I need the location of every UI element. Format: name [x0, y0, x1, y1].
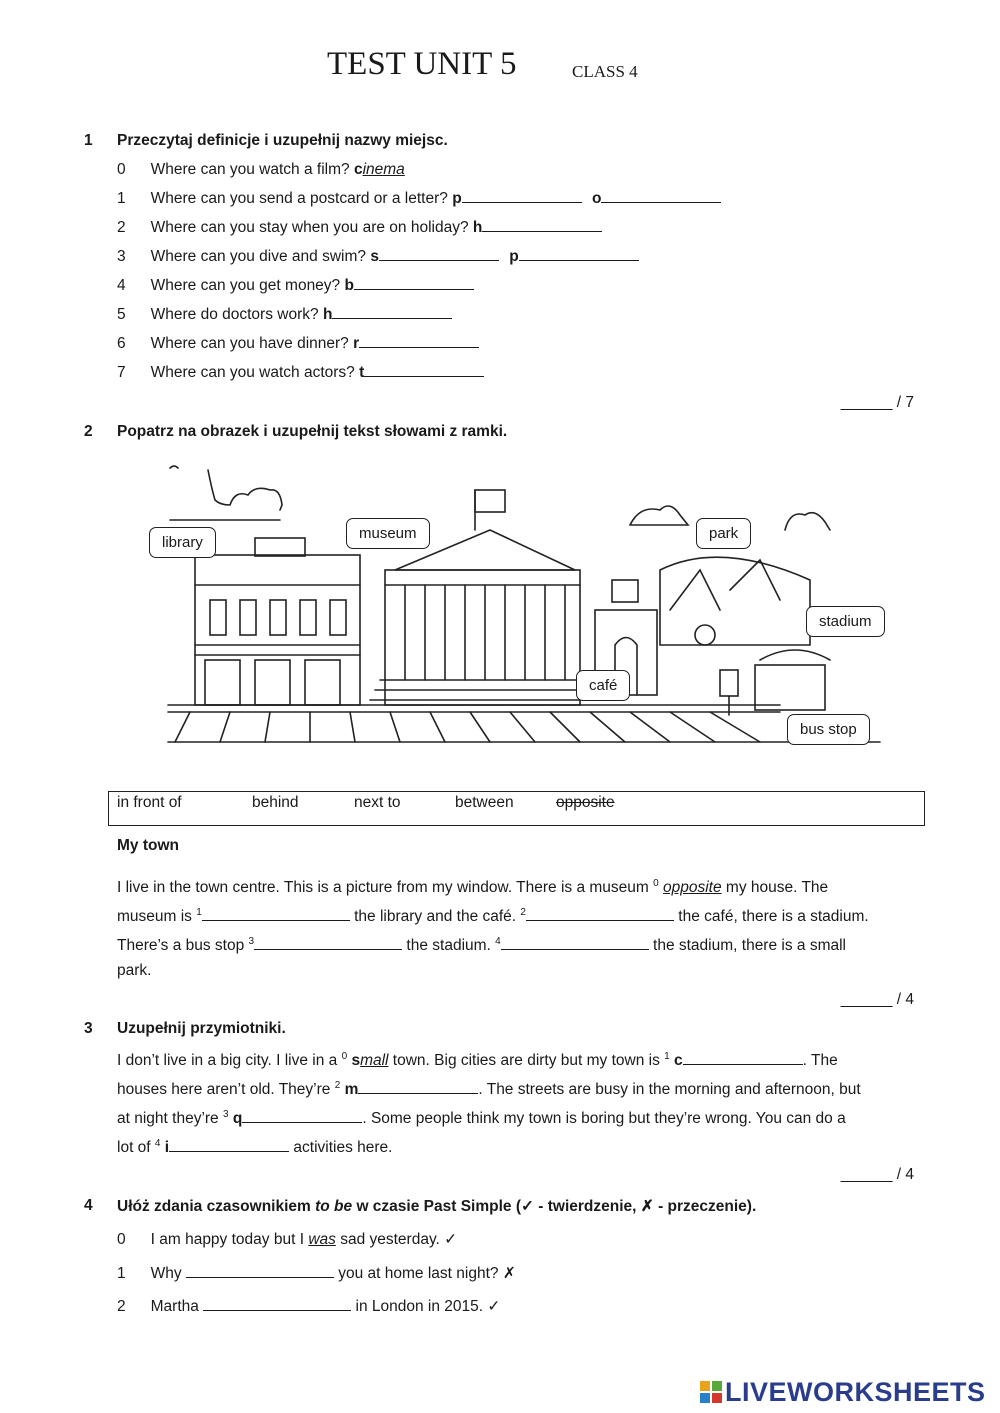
ex2-line-2: museum is $^1$ the library and the café. $^2$ the café, there is a stadium.: [117, 907, 869, 925]
cloud: [785, 513, 830, 530]
ex1-number: 1: [84, 132, 93, 149]
page-title: TEST UNIT 5: [327, 46, 517, 82]
library-building: [195, 555, 360, 705]
library-door: [255, 660, 290, 705]
ex1-item-4: 4 Where can you get money? b: [117, 277, 474, 295]
library-window: [270, 600, 286, 635]
ex3-number: 3: [84, 1020, 93, 1037]
word-box-item: behind: [252, 794, 299, 811]
label-park: park: [696, 518, 751, 549]
answer-blank[interactable]: [519, 248, 639, 261]
answer-blank[interactable]: [203, 1298, 351, 1311]
logo-icon: [700, 1381, 722, 1403]
word-box: [108, 791, 925, 826]
cafe-sign: [612, 580, 638, 602]
word-box-item-used: opposite: [556, 794, 615, 811]
museum-steps: [370, 680, 595, 700]
answer-blank[interactable]: [526, 908, 674, 921]
text-title: My town: [117, 837, 179, 854]
ex2-number: 2: [84, 423, 93, 440]
label-bus-stop: bus stop: [787, 714, 870, 745]
ex2-line-3: There’s a bus stop $^3$ the stadium. $^4$ the stadium, there is a small: [117, 936, 846, 954]
answer-blank[interactable]: [501, 937, 649, 950]
library-window: [240, 600, 256, 635]
answer-blank[interactable]: [482, 219, 602, 232]
answer-blank[interactable]: [601, 190, 721, 203]
word-box-item: in front of: [117, 794, 182, 811]
answer-blank[interactable]: [186, 1265, 334, 1278]
ex3-line-3: at night they’re $^3$ q . Some people think my town is boring but they’re wrong. You can do a: [117, 1109, 846, 1127]
museum-building: [385, 570, 580, 705]
word-box-item: next to: [354, 794, 401, 811]
library-door: [205, 660, 240, 705]
ex4-item-0: 0 I am happy today but I was sad yesterday. ✓: [117, 1231, 458, 1248]
library-window: [330, 600, 346, 635]
ex1-item-2: 2 Where can you stay when you are on holiday? h: [117, 219, 602, 237]
library-window: [210, 600, 226, 635]
bus-shelter: [755, 665, 825, 710]
ex3-line-1: I don’t live in a big city. I live in a $^0$ small town. Big cities are dirty but my town is $^1$ c . The: [117, 1051, 838, 1069]
ex4-item-2: 2 Martha in London in 2015. ✓: [117, 1298, 501, 1315]
ex3-example-answer: mall: [360, 1052, 389, 1069]
ex1-example-answer: inema: [362, 161, 405, 178]
stadium-ball: [695, 625, 715, 645]
library-window: [300, 600, 316, 635]
ex4-item-1: 1 Why you at home last night? ✗: [117, 1265, 516, 1282]
museum-columns: [405, 585, 565, 680]
word-box-item: between: [455, 794, 514, 811]
ex2-example-answer: opposite: [663, 879, 722, 896]
stadium-canopy: [760, 650, 830, 660]
label-stadium: stadium: [806, 606, 885, 637]
answer-blank[interactable]: [462, 190, 582, 203]
answer-blank[interactable]: [358, 1081, 478, 1094]
museum-flag: [475, 490, 505, 512]
ex3-line-4: lot of $^4$ i activities here.: [117, 1138, 393, 1156]
ex2-heading: Popatrz na obrazek i uzupełnij tekst słowami z ramki.: [117, 423, 508, 440]
label-museum: museum: [346, 518, 430, 549]
ex1-item-6: 6 Where can you have dinner? r: [117, 335, 479, 353]
answer-blank[interactable]: [359, 335, 479, 348]
answer-blank[interactable]: [683, 1052, 803, 1065]
ex3-heading: Uzupełnij przymiotniki.: [117, 1020, 286, 1037]
cloud: [630, 506, 688, 525]
answer-blank[interactable]: [364, 364, 484, 377]
ex1-item-3: 3 Where can you dive and swim? s p: [117, 248, 639, 266]
ex3-score: ______ / 4: [840, 1166, 914, 1183]
answer-blank[interactable]: [169, 1139, 289, 1152]
ex1-item-7: 7 Where can you watch actors? t: [117, 364, 484, 382]
answer-blank[interactable]: [332, 306, 452, 319]
ex3-line-2: houses here aren’t old. They’re $^2$ m . The streets are busy in the morning and afternoon, but: [117, 1080, 861, 1098]
ex2-line-1: I live in the town centre. This is a picture from my window. There is a museum $^0$ opposite my house. The: [117, 878, 829, 896]
class-label: CLASS 4: [572, 62, 638, 81]
label-cafe: café: [576, 670, 630, 701]
library-sign: [255, 538, 305, 556]
bus-stop-sign: [720, 670, 738, 696]
ex1-score: ______ / 7: [840, 394, 914, 411]
pavement-tiles: [175, 712, 760, 742]
ex4-number: 4: [84, 1197, 93, 1214]
ex1-item-5: 5 Where do doctors work? h: [117, 306, 452, 324]
answer-blank[interactable]: [242, 1110, 362, 1123]
stadium-roof: [660, 557, 810, 645]
answer-blank[interactable]: [254, 937, 402, 950]
ex1-item-0: 0 Where can you watch a film? cinema: [117, 161, 405, 178]
ex4-heading: Ułóż zdania czasownikiem to be w czasie Past Simple (✓ - twierdzenie, ✗ - przeczenie).: [117, 1198, 757, 1215]
answer-blank[interactable]: [354, 277, 474, 290]
ex2-score: ______ / 4: [840, 991, 914, 1008]
label-library: library: [149, 527, 216, 558]
cloud: [170, 466, 282, 510]
stadium-arches: [670, 560, 780, 610]
ex4-example-answer: was: [308, 1231, 336, 1248]
ex1-heading: Przeczytaj definicje i uzupełnij nazwy miejsc.: [117, 132, 448, 149]
ex1-item-1: 1 Where can you send a postcard or a letter? p o: [117, 190, 721, 208]
answer-blank[interactable]: [202, 908, 350, 921]
ex2-line-4: park.: [117, 962, 152, 979]
library-door: [305, 660, 340, 705]
answer-blank[interactable]: [379, 248, 499, 261]
liveworksheets-logo: LIVEWORKSHEETS: [700, 1377, 986, 1408]
